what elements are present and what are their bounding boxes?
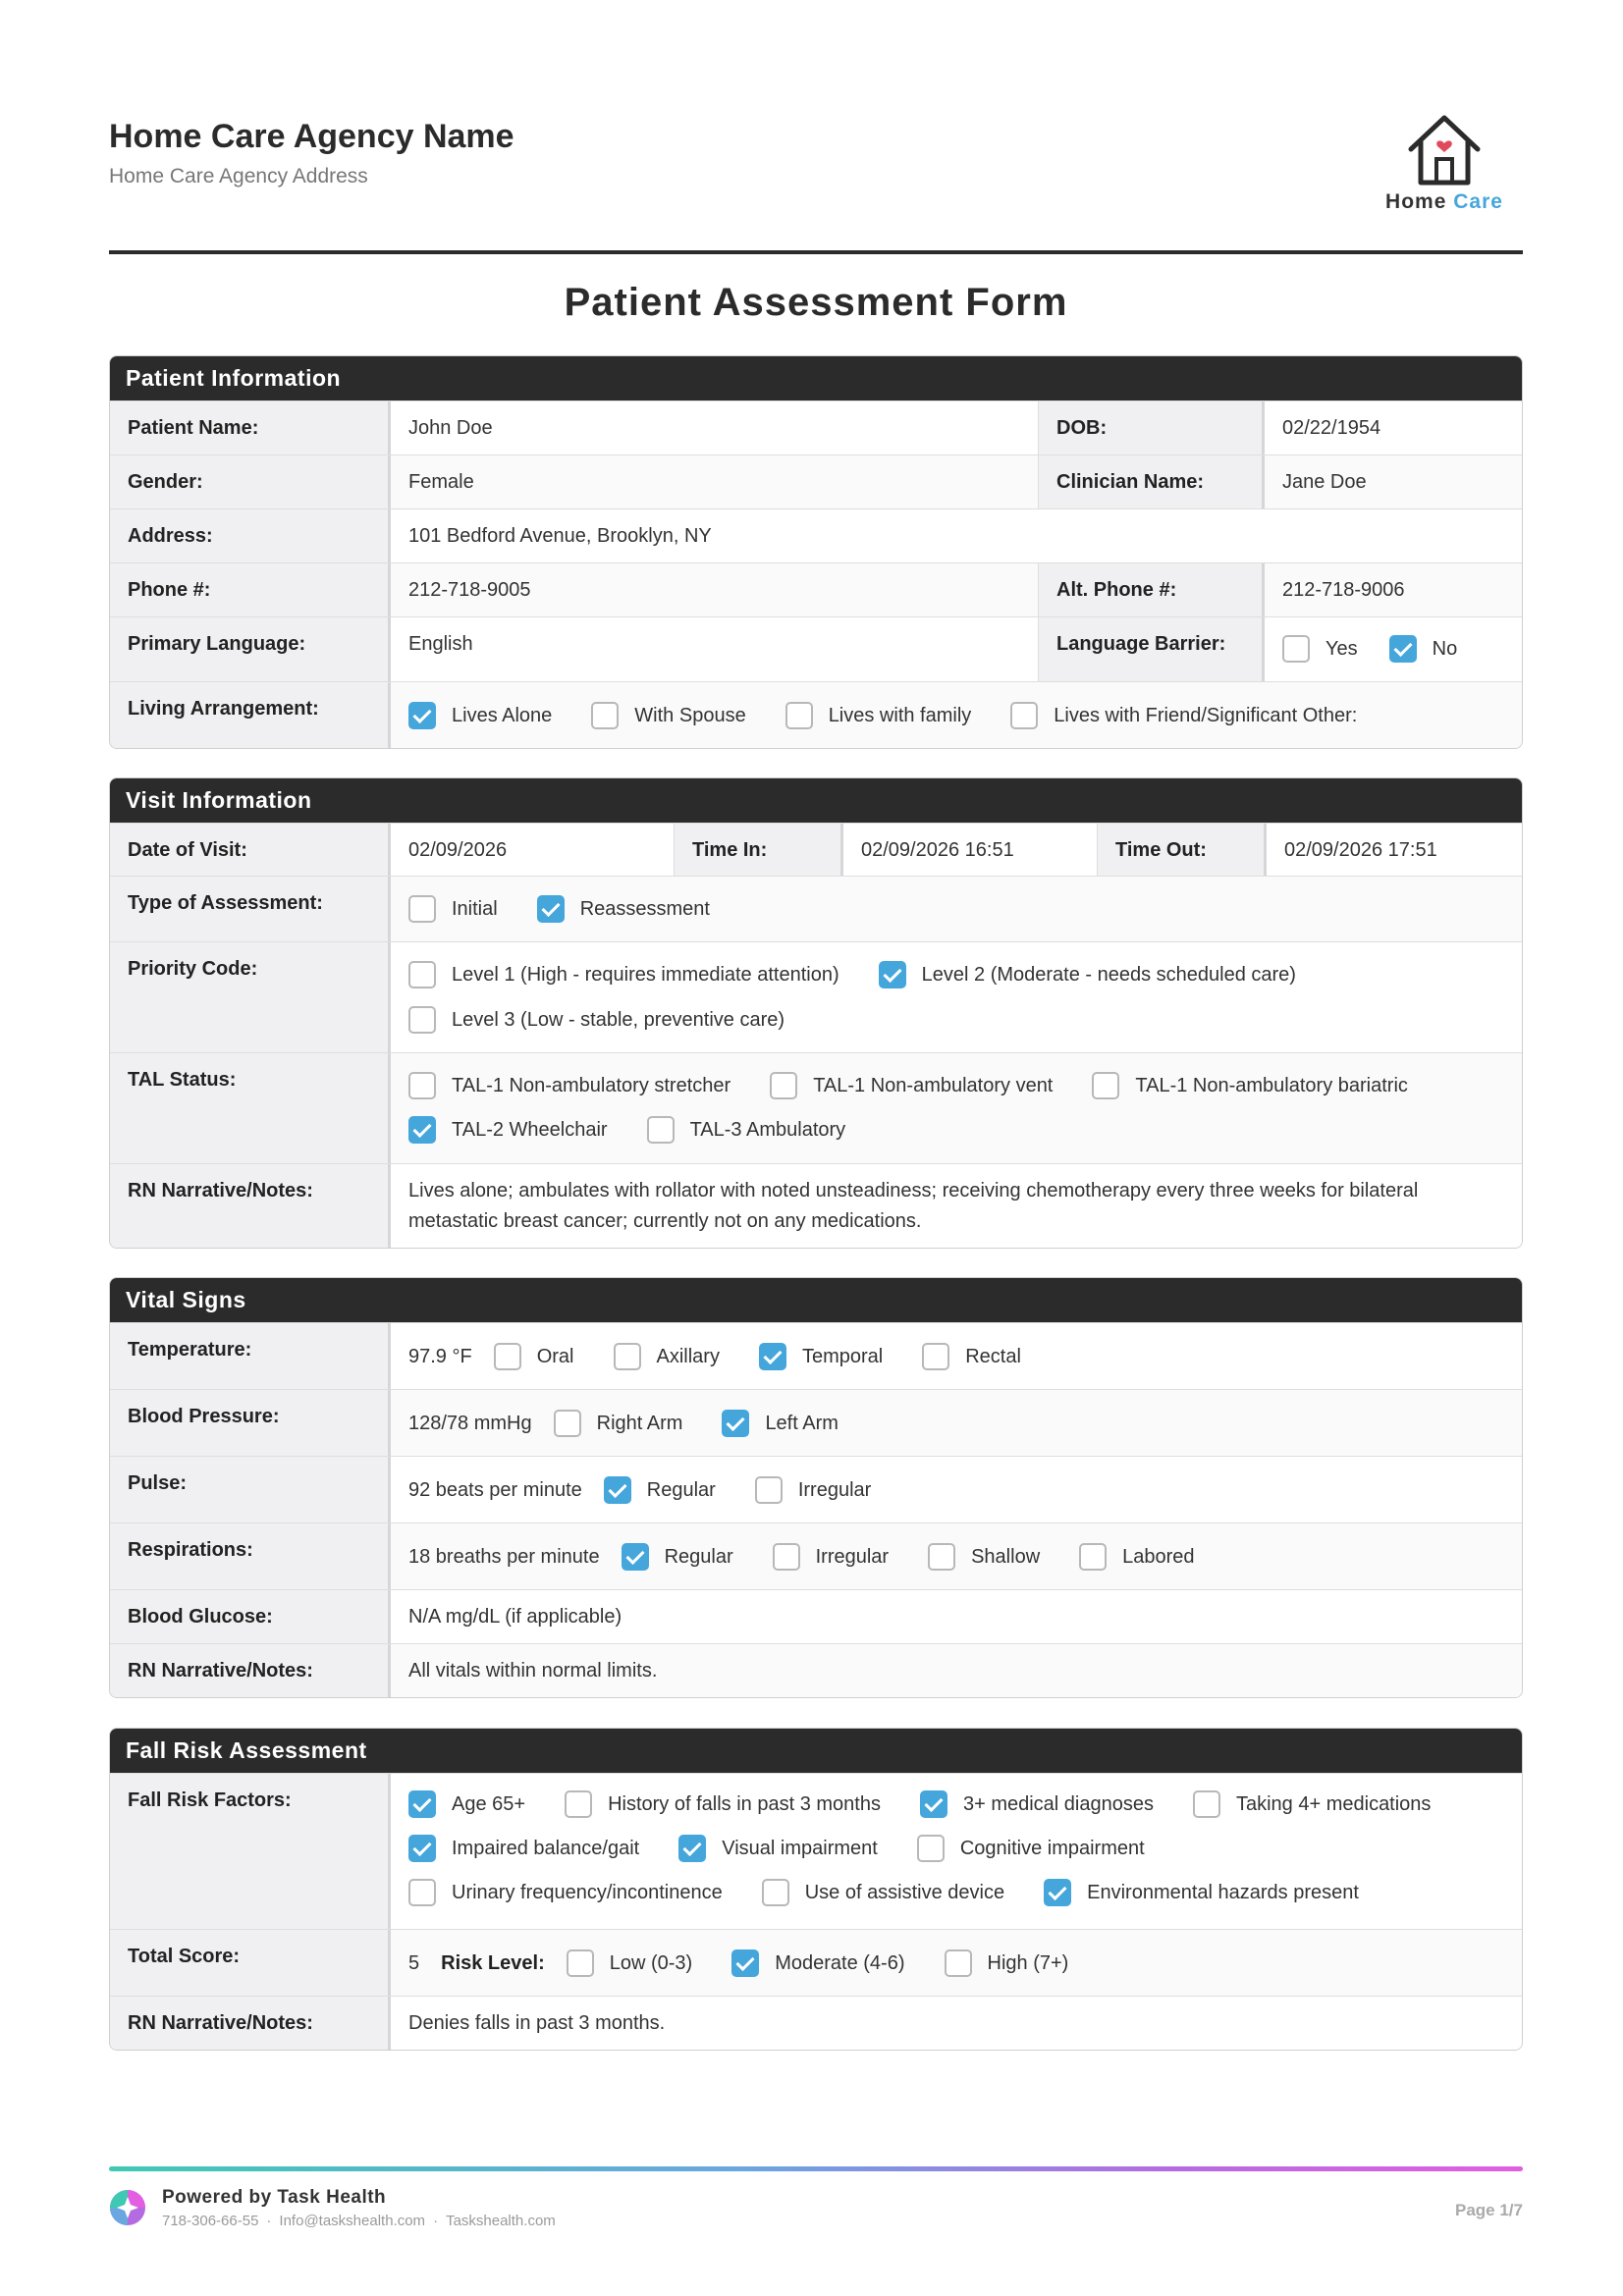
living-option-family[interactable] — [785, 702, 972, 729]
pulse-value — [391, 1457, 1522, 1522]
checkbox[interactable] — [554, 1410, 581, 1437]
factor-medications[interactable] — [1193, 1790, 1431, 1818]
option-label: Lives with Friend/Significant Other: — [1054, 704, 1358, 726]
living-arrangement-options — [391, 682, 1522, 748]
fall-risk-factors-label: Fall Risk Factors: — [110, 1774, 391, 1929]
checkbox[interactable] — [408, 1006, 436, 1034]
time-out-value[interactable]: 02/09/2026 17:51 — [1267, 824, 1522, 876]
factor-impaired-balance[interactable] — [408, 1835, 639, 1862]
temp-option-temporal[interactable] — [759, 1343, 883, 1370]
checkbox[interactable] — [770, 1072, 797, 1099]
table-row — [110, 1456, 1522, 1522]
vitals-notes-label: RN Narrative/Notes: — [110, 1644, 391, 1697]
page-header — [109, 118, 1523, 255]
tal-option-vent[interactable] — [770, 1072, 1053, 1099]
option-label: History of falls in past 3 months — [608, 1792, 881, 1815]
pulse-reading[interactable]: 92 beats per minute — [408, 1478, 582, 1501]
resp-option-shallow[interactable] — [928, 1543, 1040, 1571]
option-label: TAL-3 Ambulatory — [689, 1118, 846, 1141]
checkbox[interactable] — [567, 1949, 594, 1977]
agency-address: Home Care Agency Address — [109, 165, 368, 187]
option-label: Lives Alone — [452, 704, 553, 726]
table-row — [110, 1389, 1522, 1456]
alt-phone-label: Alt. Phone #: — [1038, 563, 1265, 616]
priority-code-options — [391, 942, 1522, 1052]
table-row — [110, 876, 1522, 941]
checkbox[interactable] — [647, 1116, 675, 1144]
option-label: Labored — [1122, 1545, 1195, 1568]
vital-signs-section — [109, 1277, 1523, 1698]
table-row — [110, 1929, 1522, 1996]
tal-status-options — [391, 1053, 1522, 1163]
fall-notes-label: RN Narrative/Notes: — [110, 1997, 391, 2050]
living-option-alone[interactable] — [408, 702, 552, 729]
checkbox[interactable] — [614, 1343, 641, 1370]
option-label: Yes — [1325, 637, 1358, 660]
option-label: Moderate (4-6) — [775, 1951, 905, 1974]
factor-medical-diagnoses[interactable] — [920, 1790, 1154, 1818]
option-label: Visual impairment — [722, 1837, 878, 1859]
living-option-friend[interactable] — [1010, 702, 1357, 729]
checkbox[interactable] — [1282, 635, 1310, 663]
option-label: Taking 4+ medications — [1235, 1792, 1432, 1815]
option-label: Level 2 (Moderate - needs scheduled care) — [921, 963, 1296, 986]
checkbox[interactable] — [762, 1879, 789, 1906]
table-row — [110, 941, 1522, 1052]
footer-website[interactable]: Taskshealth.com — [446, 2213, 556, 2229]
factor-assistive-device[interactable] — [762, 1879, 1004, 1906]
clinician-value[interactable]: Jane Doe — [1265, 455, 1522, 508]
fall-notes-value[interactable]: Denies falls in past 3 months. — [391, 1997, 1522, 2050]
living-arrangement-label: Living Arrangement: — [110, 682, 391, 748]
option-label: Initial — [452, 897, 498, 920]
option-label: Age 65+ — [452, 1792, 526, 1815]
visit-information-section — [109, 777, 1523, 1249]
table-row — [110, 1322, 1522, 1389]
option-label: Environmental hazards present — [1087, 1881, 1359, 1903]
dob-value[interactable]: 02/22/1954 — [1265, 401, 1522, 454]
pulse-option-regular[interactable] — [604, 1476, 716, 1504]
option-label: Reassessment — [579, 897, 710, 920]
barrier-option-yes[interactable] — [1282, 635, 1358, 663]
temp-option-axillary[interactable] — [614, 1343, 720, 1370]
priority-option-level-1[interactable] — [408, 961, 839, 988]
visit-date-label: Date of Visit: — [110, 824, 391, 876]
assessment-type-label: Type of Assessment: — [110, 877, 391, 941]
respirations-value — [391, 1523, 1522, 1589]
respirations-reading[interactable]: 18 breaths per minute — [408, 1545, 600, 1568]
table-row — [110, 1589, 1522, 1643]
option-label: No — [1432, 637, 1458, 660]
option-label: Cognitive impairment — [959, 1837, 1145, 1859]
priority-option-level-2[interactable] — [879, 961, 1296, 988]
option-label: Right Arm — [596, 1412, 683, 1434]
alt-phone-value[interactable]: 212-718-9006 — [1265, 563, 1522, 616]
footer-email[interactable]: Info@taskshealth.com — [279, 2213, 426, 2229]
page-number: Page 1/7 — [1455, 2201, 1523, 2219]
table-row — [110, 1996, 1522, 2050]
option-label: Low (0-3) — [609, 1951, 693, 1974]
factor-visual-impairment[interactable] — [678, 1835, 878, 1862]
temp-option-rectal[interactable] — [922, 1343, 1021, 1370]
option-label: Regular — [664, 1545, 733, 1568]
tal-status-label: TAL Status: — [110, 1053, 391, 1163]
house-icon — [1405, 110, 1484, 188]
language-barrier-options — [1265, 617, 1522, 681]
header-divider — [109, 250, 1523, 254]
option-label: TAL-1 Non-ambulatory vent — [813, 1074, 1054, 1096]
option-label: TAL-1 Non-ambulatory stretcher — [452, 1074, 731, 1096]
tal-option-wheelchair[interactable] — [408, 1116, 608, 1144]
checkbox[interactable] — [565, 1790, 592, 1818]
visit-notes-label: RN Narrative/Notes: — [110, 1164, 391, 1248]
option-label: Level 3 (Low - stable, preventive care) — [452, 1008, 785, 1031]
risk-option-moderate[interactable] — [731, 1949, 904, 1977]
visit-date-value[interactable]: 02/09/2026 — [391, 824, 674, 876]
checkbox[interactable] — [945, 1949, 972, 1977]
option-label: Regular — [646, 1478, 716, 1501]
powered-by: Powered by Task Health — [162, 2187, 387, 2208]
checkbox-checked[interactable] — [1389, 635, 1417, 663]
factor-cognitive-impairment[interactable] — [917, 1835, 1145, 1862]
task-health-logo-icon — [109, 2189, 146, 2231]
option-label: Impaired balance/gait — [452, 1837, 640, 1859]
time-in-label: Time In: — [674, 824, 843, 876]
checkbox[interactable] — [1193, 1790, 1220, 1818]
phone-label: Phone #: — [110, 563, 391, 616]
checkbox-checked[interactable] — [731, 1949, 759, 1977]
checkbox[interactable] — [773, 1543, 800, 1571]
risk-option-low[interactable] — [567, 1949, 692, 1977]
checkbox[interactable] — [408, 1072, 436, 1099]
table-row — [110, 681, 1522, 748]
time-out-label: Time Out: — [1097, 824, 1267, 876]
total-score-number[interactable]: 5 — [408, 1951, 420, 1974]
gender-value[interactable]: Female — [391, 455, 1038, 508]
table-row — [110, 400, 1522, 454]
factor-age[interactable] — [408, 1790, 525, 1818]
checkbox-checked[interactable] — [722, 1410, 749, 1437]
page-title: Patient Assessment Form — [564, 281, 1068, 324]
blood-pressure-label: Blood Pressure: — [110, 1390, 391, 1456]
checkbox-checked[interactable] — [759, 1343, 786, 1370]
fall-risk-factors-options — [391, 1774, 1522, 1929]
checkbox-checked[interactable] — [408, 702, 436, 729]
footer-phone[interactable]: 718-306-66-55 — [162, 2213, 259, 2229]
temp-option-oral[interactable] — [494, 1343, 574, 1370]
option-label: High (7+) — [987, 1951, 1069, 1974]
total-score-label: Total Score: — [110, 1930, 391, 1996]
pulse-option-irregular[interactable] — [755, 1476, 871, 1504]
checkbox-checked[interactable] — [920, 1790, 947, 1818]
checkbox[interactable] — [408, 961, 436, 988]
section-heading: Vital Signs — [110, 1278, 1522, 1322]
checkbox-checked[interactable] — [408, 1835, 436, 1862]
footer-gradient-bar — [109, 2166, 1523, 2171]
blood-glucose-value[interactable]: N/A mg/dL (if applicable) — [391, 1590, 1522, 1643]
checkbox[interactable] — [1010, 702, 1038, 729]
factor-environmental-hazards[interactable] — [1044, 1879, 1359, 1906]
option-label: Lives with family — [828, 704, 972, 726]
table-row — [110, 1052, 1522, 1163]
address-value[interactable]: 101 Bedford Avenue, Brooklyn, NY — [391, 509, 1522, 562]
risk-option-high[interactable] — [945, 1949, 1069, 1977]
table-row — [110, 1163, 1522, 1248]
respirations-label: Respirations: — [110, 1523, 391, 1589]
logo-text-care: Care — [1453, 190, 1503, 213]
checkbox[interactable] — [591, 702, 619, 729]
dob-label: DOB: — [1038, 401, 1265, 454]
address-label: Address: — [110, 509, 391, 562]
bp-option-right-arm[interactable] — [554, 1410, 683, 1437]
visit-notes-value[interactable]: Lives alone; ambulates with rollator with noted unsteadiness; receiving chemotherapy every three weeks for bilateral metastatic breast cancer; currently not on any medications. — [391, 1164, 1522, 1248]
checkbox-checked[interactable] — [408, 1790, 436, 1818]
bp-option-left-arm[interactable] — [722, 1410, 838, 1437]
barrier-option-no[interactable] — [1389, 635, 1458, 663]
language-barrier-label: Language Barrier: — [1038, 617, 1265, 681]
temperature-label: Temperature: — [110, 1323, 391, 1389]
checkbox-checked[interactable] — [604, 1476, 631, 1504]
checkbox-checked[interactable] — [408, 1116, 436, 1144]
option-label: Left Arm — [765, 1412, 839, 1434]
tal-option-ambulatory[interactable] — [647, 1116, 846, 1144]
total-score-value — [391, 1930, 1522, 1996]
patient-name-label: Patient Name: — [110, 401, 391, 454]
checkbox[interactable] — [917, 1835, 945, 1862]
resp-option-labored[interactable] — [1079, 1543, 1194, 1571]
phone-value[interactable]: 212-718-9005 — [391, 563, 1038, 616]
checkbox[interactable] — [1079, 1543, 1107, 1571]
type-option-reassessment[interactable] — [537, 895, 710, 923]
option-label: 3+ medical diagnoses — [962, 1792, 1154, 1815]
checkbox[interactable] — [928, 1543, 955, 1571]
option-label: Use of assistive device — [804, 1881, 1005, 1903]
table-row — [110, 823, 1522, 876]
tal-option-bariatric[interactable] — [1092, 1072, 1408, 1099]
clinician-label: Clinician Name: — [1038, 455, 1265, 508]
factor-urinary[interactable] — [408, 1879, 723, 1906]
footer-contact: 718-306-66-55 · Info@taskshealth.com · Taskshealth.com — [162, 2213, 556, 2229]
priority-code-label: Priority Code: — [110, 942, 391, 1052]
blood-glucose-label: Blood Glucose: — [110, 1590, 391, 1643]
page-footer — [109, 2187, 1523, 2236]
patient-information-section — [109, 355, 1523, 749]
risk-level-label: Risk Level: — [441, 1951, 545, 1974]
option-label: Urinary frequency/incontinence — [452, 1881, 723, 1903]
resp-option-regular[interactable] — [622, 1543, 733, 1571]
priority-option-level-3[interactable] — [408, 1006, 784, 1034]
option-label: TAL-1 Non-ambulatory bariatric — [1135, 1074, 1408, 1096]
time-in-value[interactable]: 02/09/2026 16:51 — [843, 824, 1097, 876]
temperature-value — [391, 1323, 1522, 1389]
patient-name-value[interactable]: John Doe — [391, 401, 1038, 454]
checkbox[interactable] — [494, 1343, 521, 1370]
gender-label: Gender: — [110, 455, 391, 508]
option-label: TAL-2 Wheelchair — [452, 1118, 608, 1141]
checkbox[interactable] — [755, 1476, 783, 1504]
option-label: Axillary — [656, 1345, 720, 1367]
resp-option-irregular[interactable] — [773, 1543, 889, 1571]
table-row — [110, 1773, 1522, 1929]
table-row — [110, 562, 1522, 616]
agency-name: Home Care Agency Name — [109, 118, 514, 155]
temperature-reading[interactable]: 97.9 °F — [408, 1345, 472, 1367]
section-heading: Fall Risk Assessment — [110, 1729, 1522, 1773]
living-option-spouse[interactable] — [591, 702, 745, 729]
table-row — [110, 1522, 1522, 1589]
section-heading: Visit Information — [110, 778, 1522, 823]
checkbox-checked[interactable] — [1044, 1879, 1071, 1906]
table-row — [110, 508, 1522, 562]
option-label: Shallow — [971, 1545, 1041, 1568]
option-label: Oral — [536, 1345, 574, 1367]
option-label: Temporal — [801, 1345, 884, 1367]
table-row — [110, 454, 1522, 508]
blood-pressure-reading[interactable]: 128/78 mmHg — [408, 1412, 532, 1434]
logo-text-home: Home — [1385, 190, 1447, 213]
checkbox[interactable] — [408, 895, 436, 923]
checkbox-checked[interactable] — [879, 961, 906, 988]
assessment-type-options — [391, 877, 1522, 941]
checkbox-checked[interactable] — [537, 895, 565, 923]
fall-risk-section — [109, 1728, 1523, 2051]
table-row — [110, 1643, 1522, 1697]
option-label: Irregular — [815, 1545, 890, 1568]
checkbox[interactable] — [1092, 1072, 1119, 1099]
factor-history-of-falls[interactable] — [565, 1790, 881, 1818]
tal-option-stretcher[interactable] — [408, 1072, 730, 1099]
home-care-logo — [1380, 110, 1508, 214]
option-label: With Spouse — [634, 704, 746, 726]
checkbox[interactable] — [922, 1343, 949, 1370]
logo-text — [1380, 190, 1508, 214]
type-option-initial[interactable] — [408, 895, 498, 923]
checkbox[interactable] — [785, 702, 813, 729]
section-heading: Patient Information — [110, 356, 1522, 400]
option-label: Irregular — [797, 1478, 872, 1501]
option-label: Level 1 (High - requires immediate attention) — [452, 963, 839, 986]
blood-pressure-value — [391, 1390, 1522, 1456]
checkbox[interactable] — [408, 1879, 436, 1906]
pulse-label: Pulse: — [110, 1457, 391, 1522]
language-label: Primary Language: — [110, 617, 391, 681]
checkbox-checked[interactable] — [622, 1543, 649, 1571]
language-value[interactable]: English — [391, 617, 1038, 681]
option-label: Rectal — [965, 1345, 1021, 1367]
vitals-notes-value[interactable]: All vitals within normal limits. — [391, 1644, 1522, 1697]
checkbox-checked[interactable] — [678, 1835, 706, 1862]
table-row — [110, 616, 1522, 681]
